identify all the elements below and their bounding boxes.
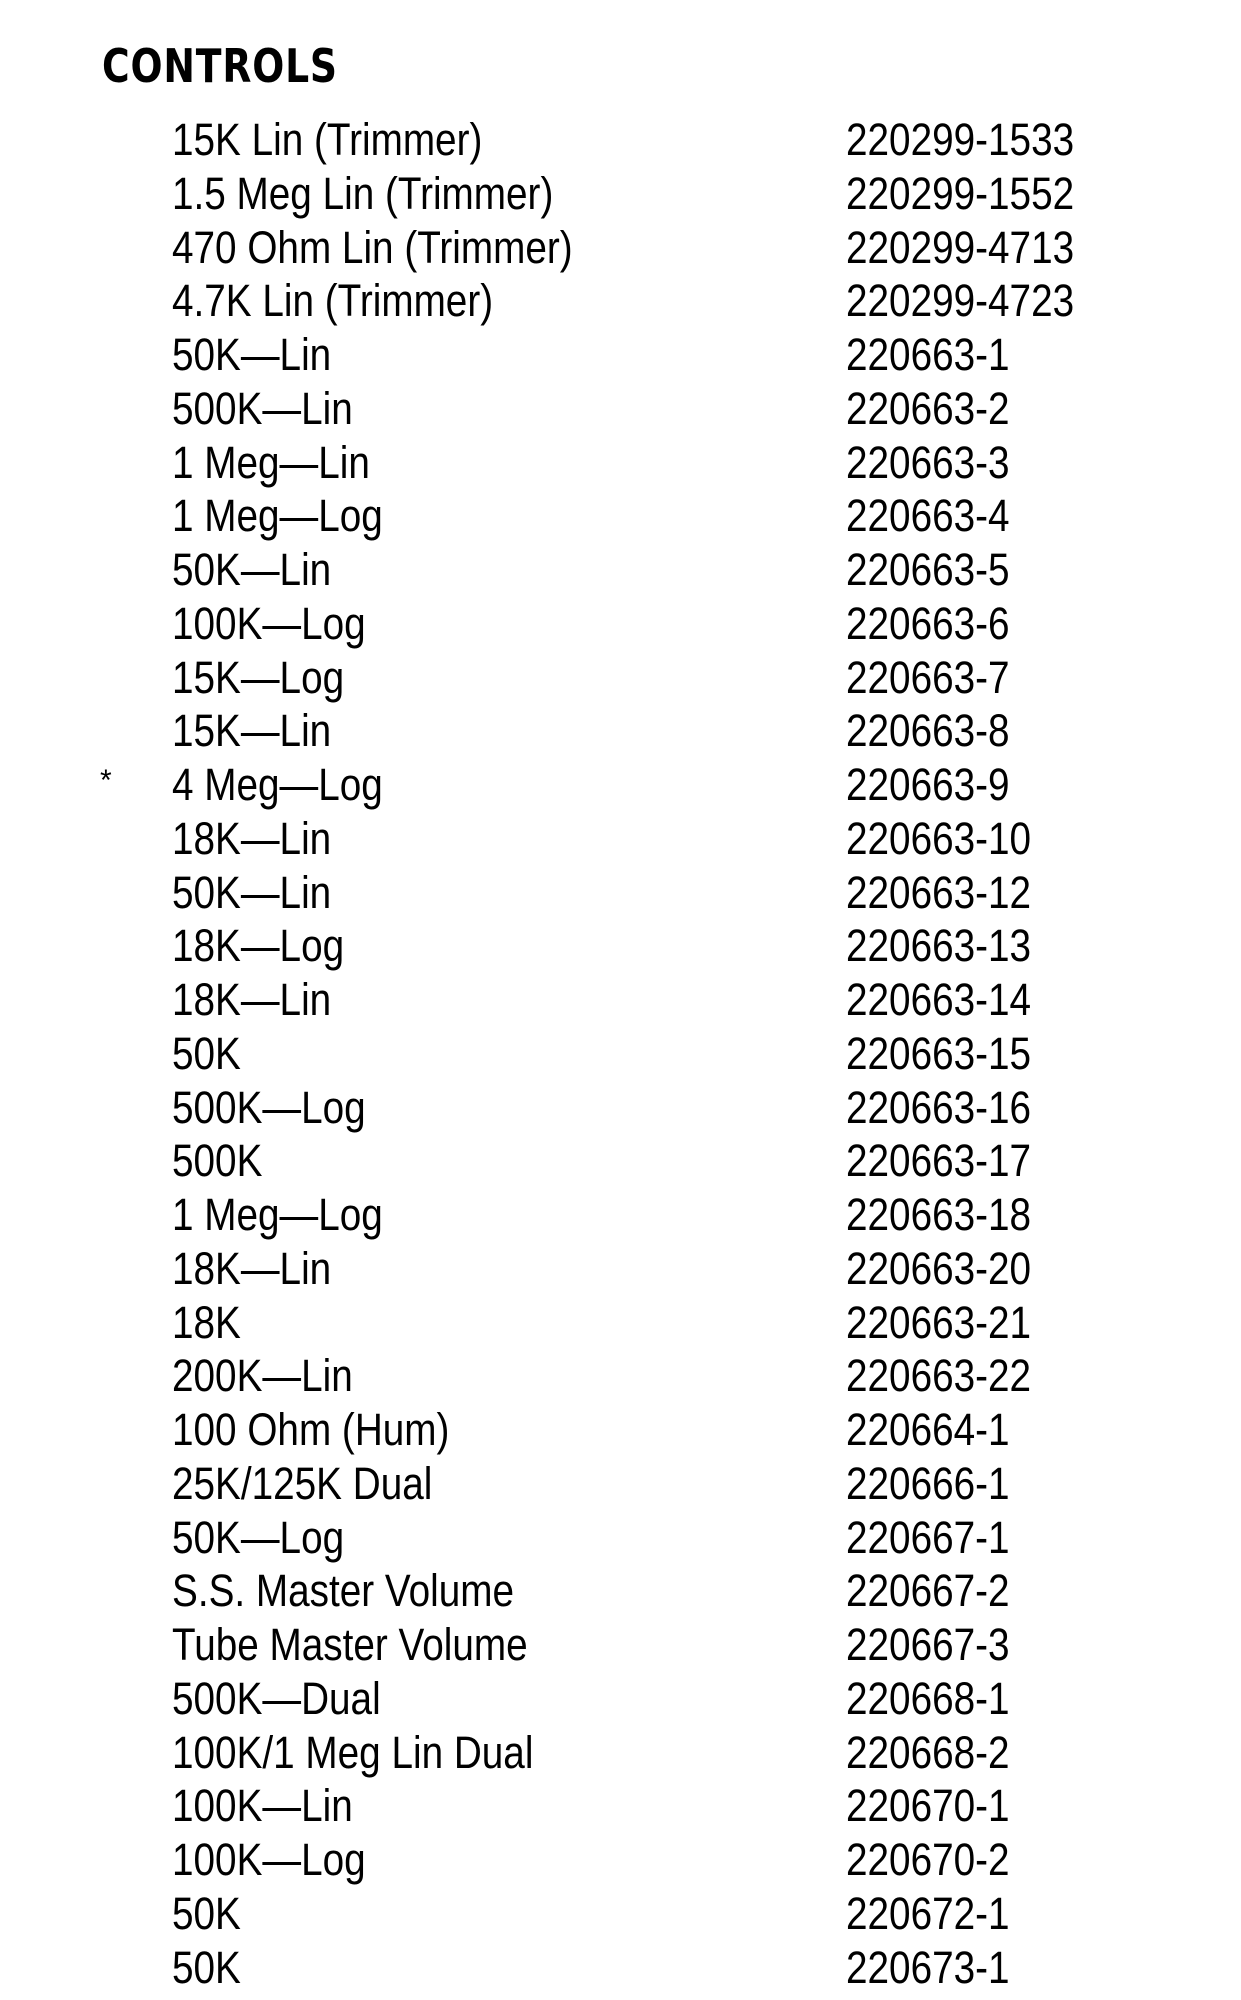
part-row bbox=[0, 1673, 1241, 1727]
part-row bbox=[0, 705, 1241, 759]
part-description: 100K/1 Meg Lin Dual bbox=[172, 1726, 534, 1778]
part-description: 100K—Log bbox=[172, 597, 366, 649]
part-row bbox=[0, 1189, 1241, 1243]
part-number: 220663-5 bbox=[846, 544, 1010, 595]
part-number: 220663-3 bbox=[846, 436, 1010, 488]
part-row bbox=[0, 1458, 1241, 1512]
part-row bbox=[0, 1028, 1241, 1082]
part-row bbox=[0, 1297, 1241, 1351]
part-description: 15K Lin (Trimmer) bbox=[172, 114, 483, 165]
part-row bbox=[0, 275, 1241, 329]
part-row bbox=[0, 1727, 1241, 1781]
part-description: 18K—Lin bbox=[172, 812, 332, 864]
part-number: 220663-9 bbox=[846, 759, 1010, 810]
part-number: 220668-2 bbox=[846, 1726, 1010, 1778]
part-description: 4.7K Lin (Trimmer) bbox=[172, 275, 494, 327]
part-number: 220663-8 bbox=[846, 705, 1010, 757]
part-number: 220663-21 bbox=[846, 1296, 1032, 1348]
part-description: 18K—Log bbox=[172, 920, 345, 972]
part-number: 220672-1 bbox=[846, 1887, 1010, 1939]
part-number: 220664-1 bbox=[846, 1404, 1010, 1455]
part-number: 220663-4 bbox=[846, 490, 1010, 542]
part-description: 50K bbox=[172, 1027, 241, 1079]
part-number: 220663-10 bbox=[846, 812, 1032, 864]
part-row bbox=[0, 1942, 1241, 1996]
part-row bbox=[0, 383, 1241, 437]
part-description: 50K—Log bbox=[172, 1511, 345, 1563]
part-number: 220668-1 bbox=[846, 1672, 1010, 1724]
part-number: 220663-2 bbox=[846, 382, 1010, 434]
part-row bbox=[0, 1512, 1241, 1566]
part-number: 220663-20 bbox=[846, 1242, 1032, 1294]
part-number: 220299-4713 bbox=[846, 221, 1075, 273]
part-description: 200K—Lin bbox=[172, 1350, 353, 1402]
part-description: 1 Meg—Log bbox=[172, 490, 383, 542]
part-description: 1 Meg—Lin bbox=[172, 436, 370, 488]
part-row bbox=[0, 1243, 1241, 1297]
part-row bbox=[0, 974, 1241, 1028]
part-description: 50K bbox=[172, 1887, 241, 1939]
part-row bbox=[0, 114, 1241, 168]
part-row bbox=[0, 920, 1241, 974]
part-row bbox=[0, 490, 1241, 544]
part-number: 220673-1 bbox=[846, 1941, 1010, 1993]
part-number: 220663-17 bbox=[846, 1135, 1032, 1187]
part-description: 100 Ohm (Hum) bbox=[172, 1404, 450, 1455]
part-number: 220667-2 bbox=[846, 1565, 1010, 1617]
part-row bbox=[0, 168, 1241, 222]
part-row bbox=[0, 222, 1241, 276]
part-description: 100K—Log bbox=[172, 1834, 366, 1885]
part-number: 220663-16 bbox=[846, 1081, 1032, 1133]
part-description: 25K/125K Dual bbox=[172, 1457, 433, 1509]
part-number: 220670-1 bbox=[846, 1780, 1010, 1832]
part-row bbox=[0, 544, 1241, 598]
part-row bbox=[0, 1404, 1241, 1458]
part-row bbox=[0, 1888, 1241, 1942]
part-row bbox=[0, 867, 1241, 921]
part-description: 4 Meg—Log bbox=[172, 759, 383, 810]
part-row bbox=[0, 1082, 1241, 1136]
part-description: 18K—Lin bbox=[172, 1242, 332, 1294]
part-number: 220299-4723 bbox=[846, 275, 1075, 327]
part-row bbox=[0, 813, 1241, 867]
part-description: 50K—Lin bbox=[172, 329, 332, 380]
part-number: 220663-14 bbox=[846, 974, 1032, 1025]
part-number: 220663-1 bbox=[846, 329, 1010, 380]
part-description: 500K bbox=[172, 1135, 263, 1187]
part-number: 220663-6 bbox=[846, 597, 1010, 649]
part-number: 220666-1 bbox=[846, 1457, 1010, 1509]
part-row bbox=[0, 1619, 1241, 1673]
part-row bbox=[0, 437, 1241, 491]
part-description: 18K bbox=[172, 1296, 241, 1348]
part-row bbox=[0, 1834, 1241, 1888]
part-description: 18K—Lin bbox=[172, 974, 332, 1025]
part-description: 100K—Lin bbox=[172, 1780, 353, 1832]
part-number: 220667-1 bbox=[846, 1511, 1010, 1563]
part-row bbox=[0, 598, 1241, 652]
part-description: 500K—Lin bbox=[172, 382, 353, 434]
part-number: 220663-18 bbox=[846, 1189, 1032, 1240]
part-description: 15K—Lin bbox=[172, 705, 332, 757]
part-description: 50K—Lin bbox=[172, 866, 332, 918]
part-number: 220670-2 bbox=[846, 1834, 1010, 1885]
part-number: 220663-13 bbox=[846, 920, 1032, 972]
part-number: 220663-15 bbox=[846, 1027, 1032, 1079]
part-description: 1 Meg—Log bbox=[172, 1189, 383, 1240]
controls-parts-list bbox=[0, 114, 1241, 1995]
part-number: 220663-22 bbox=[846, 1350, 1032, 1402]
part-description: 50K—Lin bbox=[172, 544, 332, 595]
part-description: 500K—Dual bbox=[172, 1672, 381, 1724]
part-row bbox=[0, 329, 1241, 383]
part-number: 220663-12 bbox=[846, 866, 1032, 918]
part-row bbox=[0, 1350, 1241, 1404]
section-title: CONTROLS bbox=[102, 39, 338, 93]
part-number: 220299-1533 bbox=[846, 114, 1075, 165]
part-description: 15K—Log bbox=[172, 651, 345, 703]
part-description: 500K—Log bbox=[172, 1081, 366, 1133]
part-description: 470 Ohm Lin (Trimmer) bbox=[172, 221, 573, 273]
part-row bbox=[0, 652, 1241, 706]
part-number: 220663-7 bbox=[846, 651, 1010, 703]
part-marker: * bbox=[100, 764, 112, 797]
part-number: 220667-3 bbox=[846, 1619, 1010, 1670]
part-description: Tube Master Volume bbox=[172, 1619, 528, 1670]
part-description: 50K bbox=[172, 1941, 241, 1993]
part-row bbox=[0, 1565, 1241, 1619]
part-description: S.S. Master Volume bbox=[172, 1565, 514, 1617]
part-row bbox=[0, 1780, 1241, 1834]
part-description: 1.5 Meg Lin (Trimmer) bbox=[172, 167, 554, 219]
part-number: 220299-1552 bbox=[846, 167, 1075, 219]
part-row bbox=[0, 1135, 1241, 1189]
part-row bbox=[0, 759, 1241, 813]
